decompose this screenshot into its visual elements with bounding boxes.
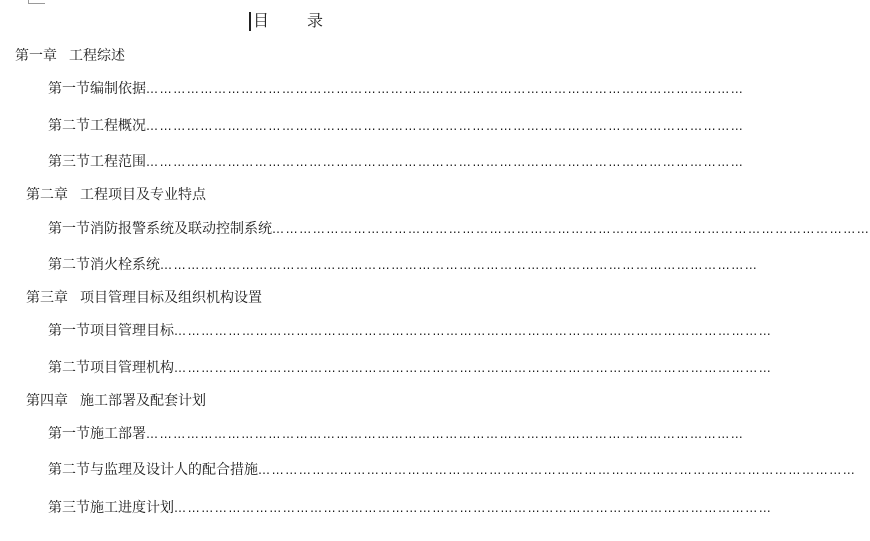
chapter-title: 工程综述 <box>69 48 125 64</box>
section-number: 第三节 <box>48 154 90 170</box>
dot-leader: …………………………………………………………………………………………………………………… <box>146 119 745 133</box>
section-title: 项目管理目标 <box>90 323 174 339</box>
section-title: 消火栓系统 <box>90 257 160 273</box>
toc-section-3-2[interactable] <box>48 358 773 378</box>
section-number: 第一节 <box>48 81 90 97</box>
toc-section-4-1[interactable] <box>48 424 745 444</box>
dot-leader: …………………………………………………………………………………………………………………… <box>258 463 857 477</box>
section-title: 施工进度计划 <box>90 500 174 516</box>
dot-leader: …………………………………………………………………………………………………………………… <box>174 361 773 375</box>
section-number: 第一节 <box>48 221 90 237</box>
section-title: 与监理及设计人的配合措施 <box>90 462 258 478</box>
section-title: 工程概况 <box>90 118 146 134</box>
dot-leader: …………………………………………………………………………………………………………………… <box>174 324 773 338</box>
toc-section-2-2[interactable] <box>48 255 759 275</box>
toc-section-1-2[interactable] <box>48 116 745 136</box>
chapter-number: 第四章 <box>26 393 68 409</box>
section-number: 第三节 <box>48 500 90 516</box>
section-number: 第二节 <box>48 118 90 134</box>
chapter-title: 项目管理目标及组织机构设置 <box>80 290 262 306</box>
text-cursor <box>249 12 251 31</box>
chapter-number: 第三章 <box>26 290 68 306</box>
section-number: 第二节 <box>48 360 90 376</box>
chapter-number: 第一章 <box>15 48 57 64</box>
chapter-title: 工程项目及专业特点 <box>80 187 206 203</box>
dot-leader: …………………………………………………………………………………………………………………… <box>146 155 745 169</box>
chapter-number: 第二章 <box>26 187 68 203</box>
section-title: 施工部署 <box>90 426 146 442</box>
section-title: 消防报警系统及联动控制系统 <box>90 221 272 237</box>
toc-section-1-3[interactable] <box>48 152 745 172</box>
dot-leader: …………………………………………………………………………………………………………………… <box>174 501 773 515</box>
toc-chapter-2[interactable] <box>26 185 206 205</box>
page-corner-mark <box>28 0 45 4</box>
dot-leader: …………………………………………………………………………………………………………………… <box>146 82 745 96</box>
toc-section-4-2[interactable] <box>48 460 857 480</box>
toc-section-1-1[interactable] <box>48 79 745 99</box>
dot-leader: …………………………………………………………………………………………………………………… <box>146 427 745 441</box>
toc-section-3-1[interactable] <box>48 321 773 341</box>
toc-chapter-1[interactable] <box>15 46 527 66</box>
toc-section-2-1[interactable] <box>48 219 870 239</box>
toc-chapter-3[interactable] <box>26 288 262 308</box>
section-number: 第一节 <box>48 323 90 339</box>
section-number: 第二节 <box>48 257 90 273</box>
section-number: 第一节 <box>48 426 90 442</box>
section-title: 编制依据 <box>90 81 146 97</box>
section-title: 工程范围 <box>90 154 146 170</box>
toc-title-char-2: 录 <box>307 11 324 30</box>
dot-leader: …………………………………………………………………………………………………………………… <box>160 258 759 272</box>
toc-title <box>0 11 537 33</box>
dot-leader: …………………………………………………………………………………………………………………… <box>272 222 870 236</box>
section-title: 项目管理机构 <box>90 360 174 376</box>
toc-title-char-1: 目 <box>253 11 270 30</box>
toc-section-4-3[interactable] <box>48 498 773 518</box>
section-number: 第二节 <box>48 462 90 478</box>
chapter-title: 施工部署及配套计划 <box>80 393 206 409</box>
toc-chapter-4[interactable] <box>26 391 206 411</box>
